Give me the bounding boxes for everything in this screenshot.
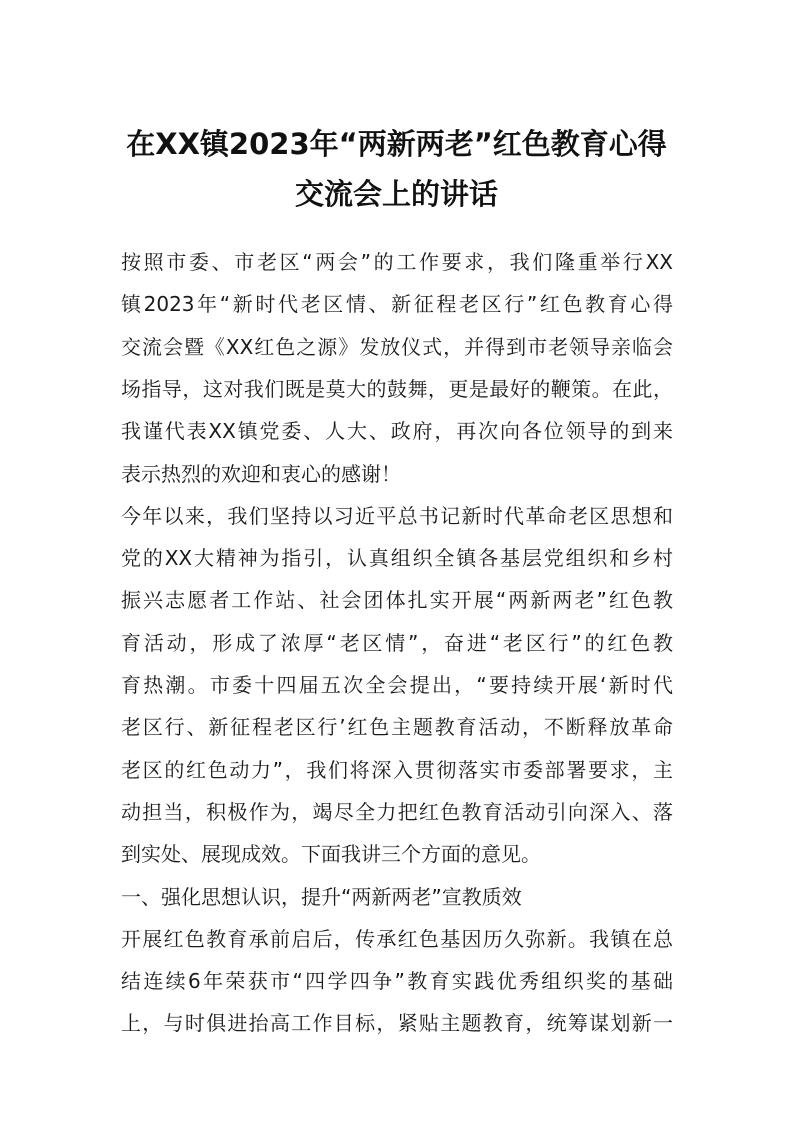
body-line: 动担当，积极作为，竭尽全力把红色教育活动引向深入、落 xyxy=(121,799,673,824)
body-line: 育热潮。市委十四届五次全会提出，“要持续开展‘新时代 xyxy=(121,673,673,697)
body-line: 到实处、展现成效。下面我讲三个方面的意见。 xyxy=(121,842,541,867)
body-line: 老区的红色动力”，我们将深入贯彻落实市委部署要求，主 xyxy=(121,757,673,782)
body-line: 我谨代表XX镇党委、人大、政府，再次向各位领导的到来 xyxy=(121,419,673,444)
body-line: 上，与时俱进抬高工作目标，紧贴主题教育，统筹谋划新一 xyxy=(121,1011,673,1036)
body-line: 一、强化思想认识，提升“两新两老”宣教质效 xyxy=(121,884,522,909)
body-line: 场指导，这对我们既是莫大的鼓舞，更是最好的鞭策。在此， xyxy=(121,376,673,401)
body-line: 按照市委、市老区“两会”的工作要求，我们隆重举行XX xyxy=(121,250,673,274)
body-line: 镇2023年“新时代老区情、新征程老区行”红色教育心得 xyxy=(121,292,673,317)
body-line: 老区行、新征程老区行’红色主题教育活动，不断释放革命 xyxy=(121,715,673,740)
document-title-line-1: 在XX镇2023年“两新两老”红色教育心得 xyxy=(126,127,667,161)
body-line: 交流会暨《XX红色之源》发放仪式，并得到市老领导亲临会 xyxy=(121,334,673,359)
body-line: 结连续6年荣获市“四学四争”教育实践优秀组织奖的基础 xyxy=(121,969,673,994)
body-line: 今年以来，我们坚持以习近平总书记新时代革命老区思想和 xyxy=(121,503,673,528)
body-line: 开展红色教育承前启后，传承红色基因历久弥新。我镇在总 xyxy=(121,926,673,951)
body-line: 表示热烈的欢迎和衷心的感谢！ xyxy=(121,461,401,486)
body-line: 党的XX大精神为指引，认真组织全镇各基层党组织和乡村 xyxy=(121,546,673,571)
body-line: 振兴志愿者工作站、社会团体扎实开展“两新两老”红色教 xyxy=(121,588,673,613)
document-title-line-2: 交流会上的讲话 xyxy=(294,177,498,211)
body-line: 育活动，形成了浓厚“老区情”，奋进“老区行”的红色教 xyxy=(121,630,673,655)
